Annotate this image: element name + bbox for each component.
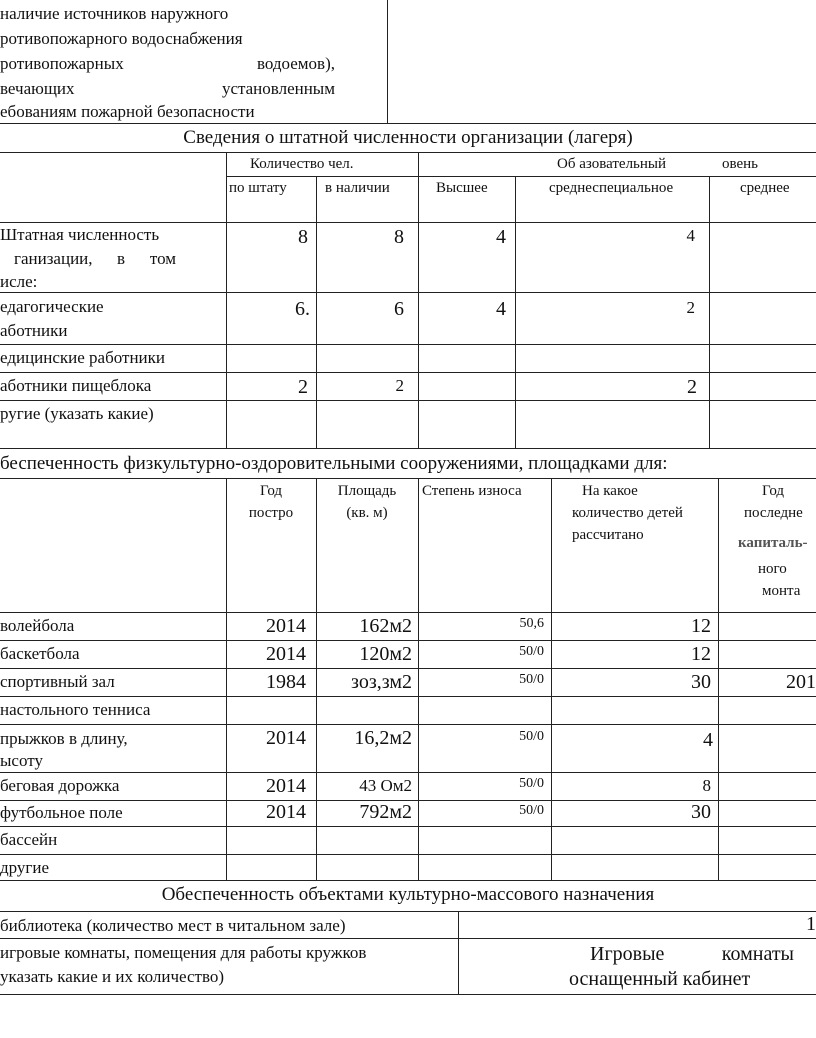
sport-row-3-children: 30 bbox=[691, 671, 711, 693]
sport-row-3-year: 1984 bbox=[266, 671, 306, 693]
staff-row-1-special: 4 bbox=[686, 226, 695, 245]
staff-row-3-label: едицинские работники bbox=[0, 348, 166, 367]
staff-row-4-special: 2 bbox=[687, 376, 697, 398]
top-line-4-b: установленным bbox=[221, 79, 335, 98]
sport-row-7-label: футбольное поле bbox=[0, 803, 123, 822]
h-repair-b: последне bbox=[744, 505, 803, 521]
staff-row-1-label-b bbox=[0, 247, 176, 270]
culture-title: Обеспеченность объектами культурно-массового назначения bbox=[161, 884, 655, 905]
h-area-b: (кв. м) bbox=[346, 505, 388, 521]
h-children-a: На какое bbox=[582, 483, 638, 499]
sport-row-7-year: 2014 bbox=[266, 801, 306, 823]
staff-row-1-label-b3: том bbox=[149, 249, 176, 268]
top-line-1: наличие источников наружного bbox=[0, 4, 229, 23]
sport-row-5-children: 4 bbox=[703, 729, 713, 751]
h-area-a: Площадь bbox=[337, 483, 397, 499]
staff-row-2-higher: 4 bbox=[496, 298, 506, 320]
sport-row-5-area: 16,2м2 bbox=[354, 727, 412, 749]
header-education-a: Об азовательный bbox=[557, 156, 667, 172]
sport-row-6-label: беговая дорожка bbox=[0, 776, 120, 795]
h-wear: Степень износа bbox=[422, 483, 522, 499]
top-line-3-a: ротивопожарных bbox=[0, 54, 124, 73]
h-repair-d: ного bbox=[758, 561, 787, 577]
sport-row-7-children: 30 bbox=[691, 801, 711, 823]
staff-row-4-staff: 2 bbox=[298, 376, 308, 398]
staff-row-1-higher: 4 bbox=[496, 226, 506, 248]
top-line-3-b: водоемов), bbox=[256, 54, 335, 73]
rooms-label-b: указать какие и их количество) bbox=[0, 967, 225, 986]
top-line-3 bbox=[0, 52, 335, 75]
staff-row-1-label-c: исле: bbox=[0, 272, 38, 291]
sport-row-2-children: 12 bbox=[691, 643, 711, 665]
sport-row-8-label: бассейн bbox=[0, 830, 58, 849]
staff-row-4-actual: 2 bbox=[395, 376, 404, 395]
staff-row-2-special: 2 bbox=[686, 298, 695, 317]
top-line-5: ебованиям пожарной безопасности bbox=[0, 102, 255, 121]
h-year-a: Год bbox=[259, 483, 283, 499]
rooms-value-a bbox=[590, 943, 794, 966]
staff-title: Сведения о штатной численности организации (лагеря) bbox=[183, 127, 633, 148]
top-line-4-a: вечающих bbox=[0, 79, 75, 98]
col-actual: в наличии bbox=[325, 180, 390, 196]
staff-row-1-actual: 8 bbox=[394, 226, 404, 248]
library-value: 1 bbox=[806, 913, 816, 935]
rooms-value-b: оснащенный кабинет bbox=[569, 968, 751, 990]
sport-row-7-area: 792м2 bbox=[359, 801, 412, 823]
library-label: библиотека (количество мест в читальном зале) bbox=[0, 916, 346, 935]
sport-row-1-label: волейбола bbox=[0, 616, 75, 635]
sport-row-5-year: 2014 bbox=[266, 727, 306, 749]
sport-row-3-label: спортивный зал bbox=[0, 672, 115, 691]
top-line-2: ротивопожарного водоснабжения bbox=[0, 29, 243, 48]
sport-row-6-wear: 50/0 bbox=[519, 776, 544, 791]
col-by-staff: по штату bbox=[229, 180, 287, 196]
staff-row-2-staff: 6. bbox=[295, 298, 310, 320]
h-repair-a: Год bbox=[762, 483, 785, 499]
staff-row-2-actual: 6 bbox=[394, 298, 404, 320]
h-repair-e: монта bbox=[762, 583, 801, 599]
staff-row-1-label-b1: ганизации, bbox=[14, 249, 93, 268]
col-secondary: среднее bbox=[740, 180, 790, 196]
sport-row-4-label: настольного тенниса bbox=[0, 700, 151, 719]
col-special: среднеспециальное bbox=[549, 180, 674, 196]
sport-row-2-area: 120м2 bbox=[359, 643, 412, 665]
sport-row-5-wear: 50/0 bbox=[519, 729, 544, 744]
sport-row-6-year: 2014 bbox=[266, 775, 306, 797]
h-repair-c: капиталь- bbox=[738, 535, 808, 551]
sport-row-1-year: 2014 bbox=[266, 615, 306, 637]
h-year-b: постро bbox=[248, 505, 294, 521]
sport-row-1-area: 162м2 bbox=[359, 615, 412, 637]
sport-row-2-year: 2014 bbox=[266, 643, 306, 665]
staff-row-5-label: ругие (указать какие) bbox=[0, 404, 154, 423]
rooms-value-a2: комнаты bbox=[721, 943, 794, 965]
sport-row-3-repair: 201 bbox=[786, 671, 816, 693]
staff-row-4-label: аботники пищеблока bbox=[0, 376, 152, 395]
sport-row-6-children: 8 bbox=[702, 776, 711, 795]
header-education-b: овень bbox=[722, 156, 759, 172]
rooms-label-a: игровые комнаты, помещения для работы кружков bbox=[0, 943, 367, 962]
h-children-b: количество детей bbox=[572, 505, 683, 521]
sport-row-6-area: 43 Ом2 bbox=[359, 776, 412, 795]
sport-row-2-label: баскетбола bbox=[0, 644, 80, 663]
h-children-c: рассчитано bbox=[572, 527, 644, 543]
sport-row-7-wear: 50/0 bbox=[519, 803, 544, 818]
sport-row-9-label: другие bbox=[0, 858, 50, 877]
sports-title: беспеченность физкультурно-оздоровительными сооружениями, площадками для: bbox=[0, 453, 668, 474]
staff-row-2-label-b: аботники bbox=[0, 321, 68, 340]
sport-row-3-wear: 50/0 bbox=[519, 672, 544, 687]
staff-row-1-staff: 8 bbox=[298, 226, 308, 248]
header-count: Количество чел. bbox=[250, 156, 354, 172]
rooms-value-a1: Игровые bbox=[590, 943, 665, 965]
top-line-4 bbox=[0, 77, 335, 100]
sport-row-2-wear: 50/0 bbox=[519, 644, 544, 659]
staff-row-1-label-b2: в bbox=[117, 249, 126, 268]
sport-row-5-label-a: прыжков в длину, bbox=[0, 729, 128, 748]
staff-row-2-label-a: едагогические bbox=[0, 297, 104, 316]
sport-row-5-label-b: ысоту bbox=[0, 751, 43, 770]
sport-row-1-wear: 50,6 bbox=[519, 616, 544, 631]
col-higher: Высшее bbox=[436, 180, 488, 196]
staff-row-1-label-a: Штатная численность bbox=[0, 225, 160, 244]
sport-row-1-children: 12 bbox=[691, 615, 711, 637]
sport-row-3-area: зоз,зм2 bbox=[351, 671, 412, 693]
